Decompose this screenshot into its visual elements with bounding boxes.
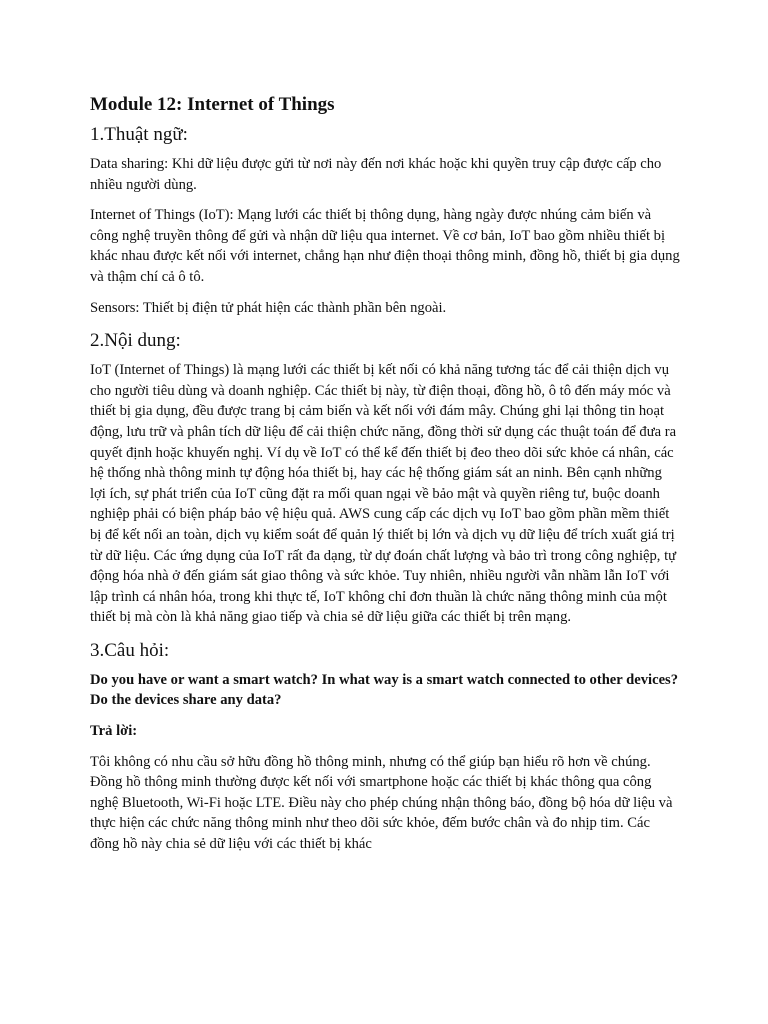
- section-heading-questions: 3.Câu hỏi:: [90, 639, 170, 661]
- term-data-sharing: Data sharing: Khi dữ liệu được gửi từ nơi này đến nơi khác hoặc khi quyền truy cập được cấp cho nhiều người dùng.: [90, 156, 662, 193]
- document-title: Module 12: Internet of Things: [90, 94, 335, 115]
- answer-label: Trả lời:: [90, 723, 138, 740]
- question-text: Do you have or want a smart watch? In what way is a smart watch connected to other devices? Do the devices share any data?: [90, 671, 679, 709]
- answer-text: Tôi không có nhu cầu sở hữu đồng hồ thông minh, nhưng có thể giúp bạn hiểu rõ hơn về chúng. Đồng hồ thông minh thường được kết nối với smartphone hoặc các thiết bị khác thông qua công nghệ Bluetooth, Wi-Fi hoặc LTE. Điều này cho phép chúng nhận thông báo, đồng bộ hóa dữ liệu và thực hiện các chức năng thông minh như theo dõi sức khỏe, đếm bước chân và đo nhịp tim. Các đồng hồ này chia sẻ dữ liệu với các thiết bị khác: [90, 753, 673, 853]
- term-internet-of-things: Internet of Things (IoT): Mạng lưới các thiết bị thông dụng, hàng ngày được nhúng cảm biến và công nghệ truyền thông để gửi và nhận dữ liệu qua internet. Về cơ bản, IoT bao gồm nhiều thiết bị khác nhau được kết nối với internet, chẳng hạn như điện thoại thông minh, đồng hồ, thiết bị gia dụng và thậm chí cả ô tô.: [90, 207, 680, 285]
- document-page: [90, 92, 680, 865]
- content-paragraph: IoT (Internet of Things) là mạng lưới các thiết bị kết nối có khả năng tương tác để cải thiện dịch vụ cho người tiêu dùng và doanh nghiệp. Các thiết bị này, từ điện thoại, đồng hồ, ô tô đến máy móc và thiết bị gia dụng, đều được trang bị cảm biến và kết nối với đám mây. Chúng ghi lại thông tin hoạt động, lưu trữ và phân tích dữ liệu để cải thiện chức năng, đồng thời sử dụng các thuật toán để đưa ra quyết định hoặc khuyến nghị. Ví dụ về IoT có thể kể đến thiết bị đeo theo dõi sức khỏe cá nhân, các hệ thống nhà thông minh tự động hóa thiết bị, hay các hệ thống giám sát an ninh. Bên cạnh những lợi ích, sự phát triển của IoT cũng đặt ra mối quan ngại về bảo mật và quyền riêng tư, buộc doanh nghiệp phải có biện pháp bảo vệ hiệu quả. AWS cung cấp các dịch vụ IoT bao gồm phần mềm thiết bị để kết nối an toàn, dịch vụ kiểm soát để quản lý thiết bị lớn và dịch vụ dữ liệu để trích xuất giá trị từ dữ liệu. Các ứng dụng của IoT rất đa dạng, từ dự đoán chất lượng và bảo trì trong công nghiệp, tự động hóa nhà ở đến giám sát giao thông và sức khỏe. Tuy nhiên, nhiều người vẫn nhầm lẫn IoT với lập trình cá nhân hóa, trong khi thực tế, IoT không chỉ đơn thuần là chức năng thông minh của một thiết bị mà còn là khả năng giao tiếp và chia sẻ dữ liệu giữa các thiết bị trên mạng.: [90, 362, 677, 626]
- term-sensors: Sensors: Thiết bị điện tử phát hiện các thành phần bên ngoài.: [90, 299, 447, 316]
- section-heading-terms: 1.Thuật ngữ:: [90, 124, 188, 145]
- section-heading-content: 2.Nội dung:: [90, 330, 181, 352]
